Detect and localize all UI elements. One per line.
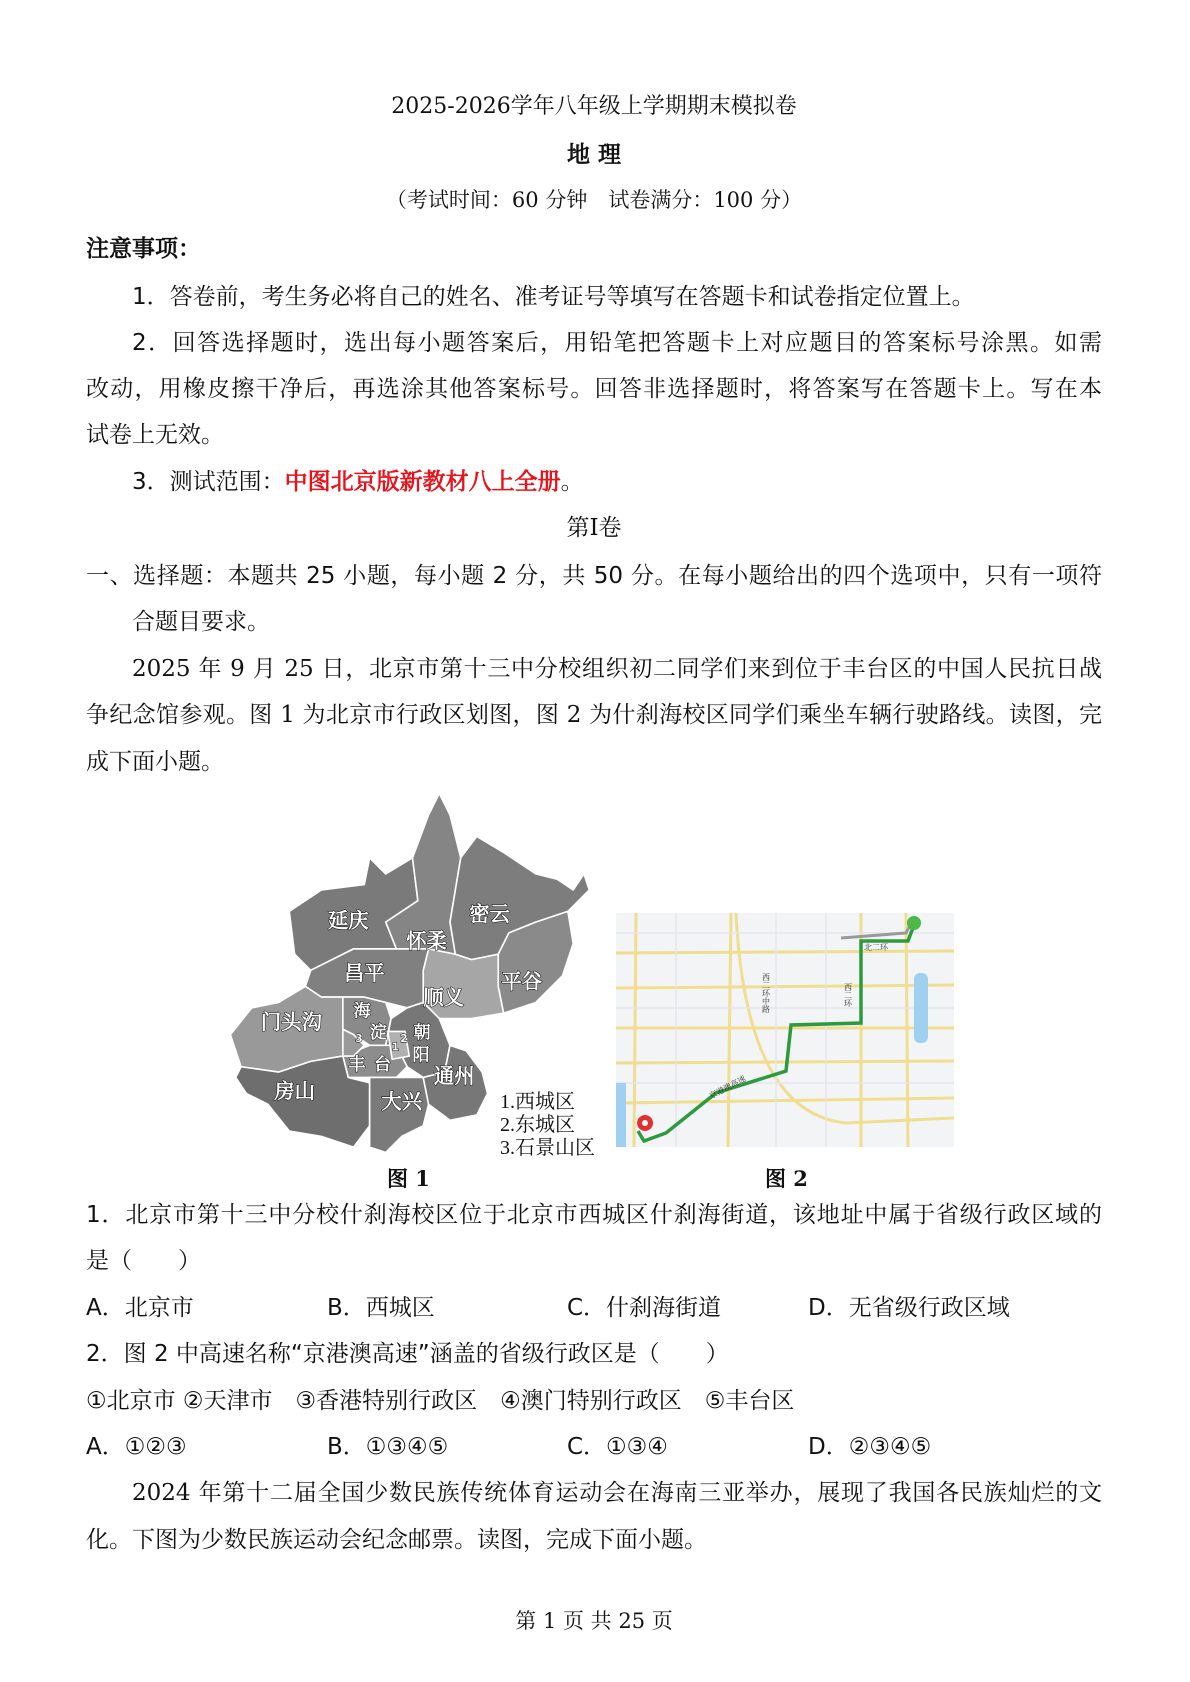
exam-info: （考试时间：60 分钟 试卷满分：100 分） bbox=[385, 188, 803, 212]
legend-item: 2.东城区 bbox=[500, 1114, 575, 1136]
note-item-3-suffix: 。 bbox=[560, 469, 584, 495]
passage-line: 化。下图为少数民族运动会纪念邮票。读图，完成下面小题。 bbox=[86, 1527, 707, 1553]
label-mentougou: 门头沟 bbox=[260, 1010, 322, 1035]
part-title: 第Ⅰ卷 bbox=[566, 515, 622, 541]
label-chao: 朝 bbox=[413, 1022, 431, 1043]
label-hai: 海 bbox=[353, 1001, 371, 1022]
exam-title: 2025-2026学年八年级上学期期末模拟卷 bbox=[391, 94, 797, 119]
question-2: 2．图 2 中高速名称“京港澳高速”涵盖的省级行政区是（ ） bbox=[86, 1341, 729, 1367]
passage-line: 成下面小题。 bbox=[86, 749, 224, 775]
road-label-north-2nd-ring: 北二环 bbox=[864, 943, 888, 952]
q2-option-b[interactable]: B．①③④⑤ bbox=[327, 1434, 449, 1460]
section-heading: 合题目要求。 bbox=[132, 609, 270, 635]
note-item-3 bbox=[132, 467, 1102, 497]
label-feng: 丰 bbox=[348, 1054, 366, 1075]
q1-option-a[interactable]: A．北京市 bbox=[86, 1295, 194, 1321]
passage-line: 2025 年 9 月 25 日，北京市第十三中分校组织初二同学们来到位于丰台区的中国人民抗日战 bbox=[132, 656, 1102, 682]
figure-1-caption: 图 1 bbox=[387, 1166, 430, 1191]
label-miyun: 密云 bbox=[469, 902, 510, 927]
q2-option-a[interactable]: A．①②③ bbox=[86, 1434, 187, 1460]
q1-option-d[interactable]: D．无省级行政区域 bbox=[808, 1295, 1010, 1321]
q1-option-b[interactable]: B．西城区 bbox=[327, 1295, 435, 1321]
label-dian: 淀 bbox=[369, 1022, 387, 1043]
label-yang: 阳 bbox=[412, 1045, 430, 1066]
q2-option-c[interactable]: C．①③④ bbox=[567, 1434, 668, 1460]
map-legend bbox=[500, 1091, 595, 1160]
passage-line: 争纪念馆参观。图 1 为北京市行政区划图，图 2 为什刹海校区同学们乘坐车辆行驶路线。读图，完 bbox=[86, 702, 1102, 728]
test-scope-highlight: 中图北京版新教材八上全册 bbox=[284, 469, 561, 495]
figure-2-caption: 图 2 bbox=[765, 1166, 808, 1191]
label-tai: 台 bbox=[373, 1054, 392, 1075]
question-1: 是（ ） bbox=[86, 1248, 201, 1274]
marker-2: 2 bbox=[400, 1032, 408, 1046]
road-label-west-2nd-ring: 西二环 bbox=[843, 983, 853, 1007]
question-2-choices: ①北京市 ②天津市 ③香港特别行政区 ④澳门特别行政区 ⑤丰台区 bbox=[86, 1388, 795, 1414]
note-item-2-line: 试卷上无效。 bbox=[86, 422, 224, 448]
legend-item: 3.石景山区 bbox=[500, 1137, 595, 1159]
note-item-3-prefix: 3．测试范围： bbox=[132, 469, 285, 495]
note-item-1: 1．答卷前，考生务必将自己的姓名、准考证号等填写在答题卡和试卷指定位置上。 bbox=[132, 284, 975, 310]
label-huairou: 怀柔 bbox=[406, 928, 447, 953]
label-tongzhou: 通州 bbox=[433, 1063, 475, 1088]
notes-heading: 注意事项： bbox=[86, 236, 201, 262]
note-item-2-line: 2．回答选择题时，选出每小题答案后，用铅笔把答题卡上对应题目的答案标号涂黑。如需 bbox=[132, 330, 1102, 356]
section-heading: 一、选择题：本题共 25 小题，每小题 2 分，共 50 分。在每小题给出的四个选项中，只有一项符 bbox=[86, 563, 1102, 589]
label-shunyi: 顺义 bbox=[423, 985, 464, 1010]
marker-3: 3 bbox=[355, 1032, 363, 1046]
road-label-west-2nd-ring-middle: 西二环中路 bbox=[761, 973, 771, 1013]
passage-line: 2024 年第十二届全国少数民族传统体育运动会在海南三亚举办，展现了我国各民族灿烂的文 bbox=[132, 1480, 1102, 1506]
q2-option-d[interactable]: D．②③④⑤ bbox=[808, 1434, 932, 1460]
road-label-jinggangao-expressway: 京港澳高速 bbox=[707, 1074, 748, 1101]
label-fangshan: 房山 bbox=[274, 1078, 315, 1103]
q1-option-c[interactable]: C．什刹海街道 bbox=[567, 1295, 722, 1321]
page-footer: 第 1 页 共 25 页 bbox=[515, 1609, 673, 1633]
route-map bbox=[616, 913, 954, 1147]
label-changping: 昌平 bbox=[343, 960, 385, 985]
subject-title: 地 理 bbox=[566, 142, 621, 168]
marker-1: 1 bbox=[391, 1040, 400, 1054]
label-pinggu: 平谷 bbox=[501, 969, 543, 994]
legend-item: 1.西城区 bbox=[500, 1091, 575, 1113]
label-daxing: 大兴 bbox=[381, 1089, 423, 1114]
note-item-2-line: 改动，用橡皮擦干净后，再选涂其他答案标号。回答非选择题时，将答案写在答题卡上。写在本 bbox=[86, 376, 1102, 402]
label-yanqing: 延庆 bbox=[327, 908, 369, 933]
question-1: 1．北京市第十三中分校什刹海校区位于北京市西城区什刹海街道，该地址中属于省级行政区域的 bbox=[86, 1202, 1102, 1228]
